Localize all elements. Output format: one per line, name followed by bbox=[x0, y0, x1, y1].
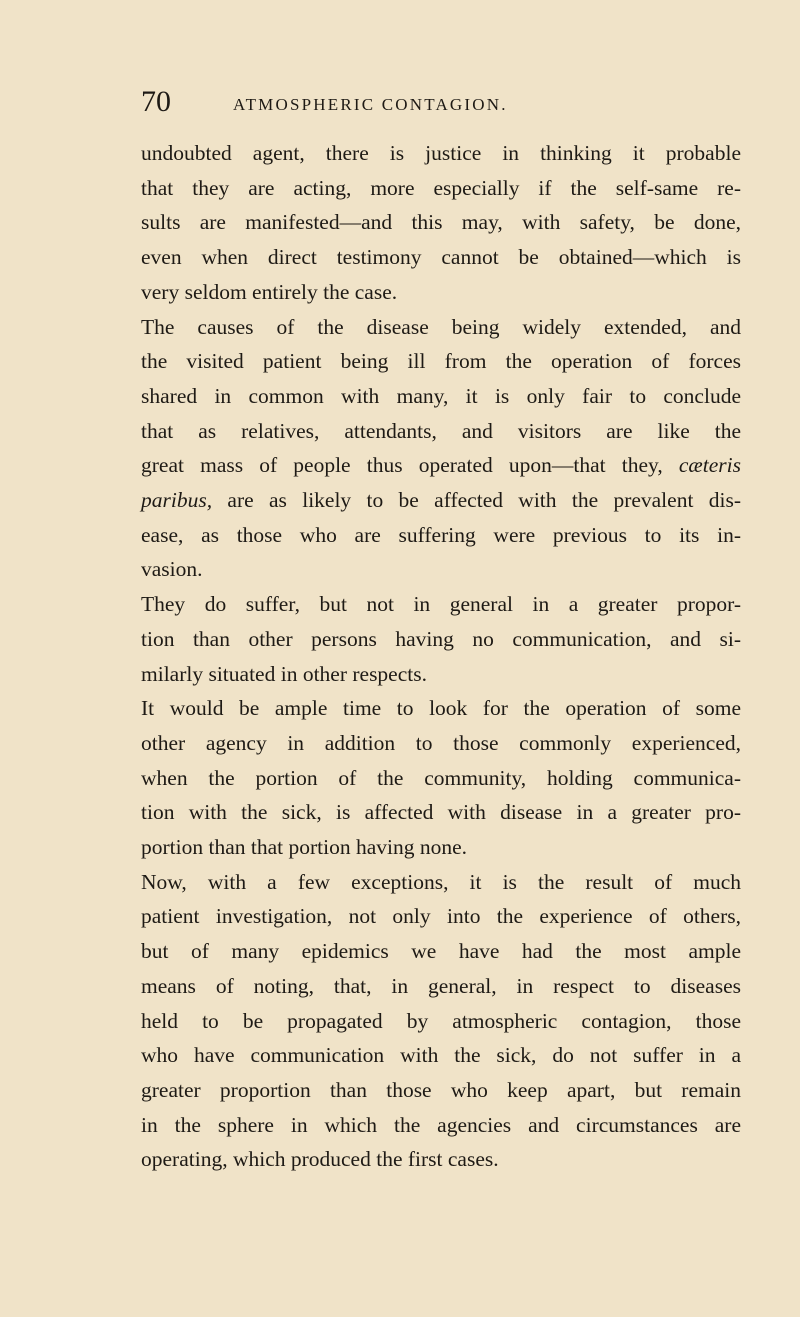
text-line-content: They do suffer, but not in general in a greater propor- bbox=[141, 592, 741, 617]
text-line bbox=[141, 344, 741, 379]
text-line bbox=[141, 691, 741, 726]
text-line-content: milarly situated in other respects. bbox=[141, 661, 427, 686]
text-line bbox=[141, 552, 741, 587]
text-line bbox=[141, 795, 741, 830]
text-line bbox=[141, 483, 741, 518]
italic-phrase: cæteris bbox=[678, 453, 741, 478]
text-line-content: but of many epidemics we have had the most ample bbox=[141, 939, 741, 964]
text-line-content: when the portion of the community, holding communica- bbox=[141, 765, 741, 790]
italic-phrase: paribus, bbox=[141, 488, 213, 513]
text-line bbox=[141, 969, 741, 1004]
text-line bbox=[141, 205, 741, 240]
text-line-content: tion with the sick, is affected with disease in a greater pro- bbox=[141, 800, 741, 825]
text-line bbox=[141, 899, 741, 934]
text-line bbox=[141, 1038, 741, 1073]
text-line-content: that as relatives, attendants, and visitors are like the bbox=[141, 418, 741, 443]
text-line-content: very seldom entirely the case. bbox=[141, 279, 398, 304]
text-line-content: that they are acting, more especially if the self-same re- bbox=[141, 175, 741, 200]
text-line bbox=[141, 657, 741, 692]
text-line-content: patient investigation, not only into the experience of others, bbox=[141, 904, 741, 929]
text-line-content: vasion. bbox=[141, 557, 203, 582]
text-line bbox=[141, 310, 741, 345]
text-line-content: great mass of people thus operated upon—that they, bbox=[141, 453, 679, 478]
text-line bbox=[141, 518, 741, 553]
text-line-content: Now, with a few exceptions, it is the result of much bbox=[141, 869, 741, 894]
page-number: 70 bbox=[141, 85, 171, 118]
text-line-continuation: are as likely to be affected with the prevalent dis- bbox=[212, 488, 741, 513]
text-line bbox=[141, 622, 741, 657]
text-line-content: portion than that portion having none. bbox=[141, 835, 468, 860]
text-line bbox=[141, 830, 741, 865]
text-line-content: greater proportion than those who keep apart, but remain bbox=[141, 1077, 741, 1102]
text-line bbox=[141, 171, 741, 206]
text-line-content: in the sphere in which the agencies and circumstances are bbox=[141, 1112, 741, 1137]
running-title: ATMOSPHERIC CONTAGION. bbox=[233, 95, 508, 114]
page-header bbox=[141, 84, 765, 124]
text-line bbox=[141, 275, 741, 310]
text-line bbox=[141, 934, 741, 969]
text-line bbox=[141, 414, 741, 449]
text-line bbox=[141, 1108, 741, 1143]
text-line bbox=[141, 1004, 741, 1039]
text-line-content: the visited patient being ill from the operation of forces bbox=[141, 349, 741, 374]
text-line-content: means of noting, that, in general, in respect to diseases bbox=[141, 973, 741, 998]
text-line-content: tion than other persons having no communication, and si- bbox=[141, 626, 741, 651]
text-line-content: The causes of the disease being widely extended, and bbox=[141, 314, 741, 339]
text-line bbox=[141, 761, 741, 796]
text-line-content: operating, which produced the first cases. bbox=[141, 1147, 499, 1172]
text-line bbox=[141, 448, 741, 483]
text-line bbox=[141, 1073, 741, 1108]
text-line-content: held to be propagated by atmospheric contagion, those bbox=[141, 1008, 741, 1033]
text-line-content: other agency in addition to those commonly experienced, bbox=[141, 730, 741, 755]
text-line bbox=[141, 726, 741, 761]
text-line-content: It would be ample time to look for the operation of some bbox=[141, 696, 741, 721]
text-line bbox=[141, 1142, 741, 1177]
text-line-content: even when direct testimony cannot be obtained—which is bbox=[141, 245, 741, 270]
body-text bbox=[141, 136, 741, 1177]
text-line-content: shared in common with many, it is only fair to conclude bbox=[141, 383, 741, 408]
text-line bbox=[141, 136, 741, 171]
text-line bbox=[141, 379, 741, 414]
text-line bbox=[141, 865, 741, 900]
text-line bbox=[141, 587, 741, 622]
text-line-content: undoubted agent, there is justice in thinking it probable bbox=[141, 141, 741, 165]
text-line-content: who have communication with the sick, do not suffer in a bbox=[141, 1043, 741, 1068]
text-line bbox=[141, 240, 741, 275]
text-line-content: sults are manifested—and this may, with safety, be done, bbox=[141, 210, 741, 235]
text-line-content: ease, as those who are suffering were previous to its in- bbox=[141, 522, 741, 547]
